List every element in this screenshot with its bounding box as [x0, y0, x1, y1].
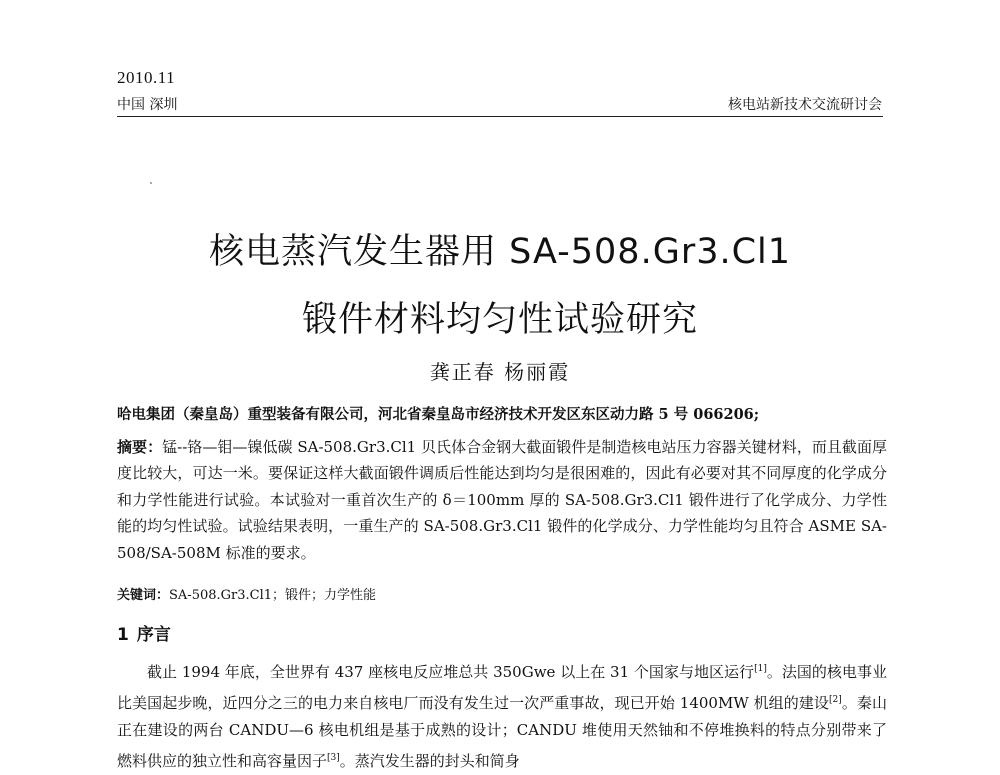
section-title: 序言 — [136, 625, 171, 645]
paragraph — [117, 656, 887, 775]
paragraph-text-3: 。秦山正在建设的两台 CANDU—6 核电机组是基于成熟的设计；CANDU 堆使用天然铀和不停堆换料的特点分别带来了燃料供应的独立性和高容量因子 — [117, 693, 887, 770]
abstract-text: 锰--铬—钼—镍低碳 SA-508.Gr3.Cl1 贝氏体合金钢大截面锻件是制造核电站压力容器关键材料，而且截面厚度比较大，可达一米。要保证这样大截面锻件调质后性能达到均匀是很困难的，因此有必要对其不同厚度的化学成分和力学性能进行试验。本试验对一重首次生产的 δ＝100mm 厚的 SA-508.Gr3.Cl1 锻件进行了化学成分、力学性能的均匀性试验。试验结果表明，一重生产的 SA-508.Gr3.Cl1 锻件的化学成分、力学性能均匀且符合 ASME SA-508/SA-508M 标准的要求。 — [117, 438, 887, 562]
paper-title-line-2: 锻件材料均匀性试验研究 — [301, 300, 698, 340]
section-number: 1 — [117, 625, 129, 645]
keywords-text: SA-508.Gr3.Cl1；锻件；力学性能 — [169, 588, 377, 603]
header-conference: 核电站新技术交流研讨会 — [728, 97, 882, 113]
header-date: 2010.11 — [117, 68, 176, 87]
header-rule — [117, 116, 883, 117]
paragraph-text-4: 。蒸汽发生器的封头和简身 — [339, 751, 520, 770]
header-place: 中国 深圳 — [117, 97, 178, 113]
section-heading — [117, 620, 171, 645]
body-text — [117, 656, 887, 775]
paper-title-line-1: 核电蒸汽发生器用 SA-508.Gr3.Cl1 — [208, 232, 792, 272]
scan-speck — [150, 182, 152, 184]
abstract-label: 摘要： — [117, 438, 163, 456]
reference-2[interactable]: [2] — [829, 694, 842, 705]
keywords-label: 关键词： — [117, 588, 170, 603]
paragraph-text-1: 截止 1994 年底，全世界有 437 座核电反应堆总共 350Gwe 以上在 31 个国家与地区运行 — [147, 663, 755, 681]
affiliation: 哈电集团（秦皇岛）重型装备有限公司，河北省秦皇岛市经济技术开发区东区动力路 5 号 066206; — [117, 406, 760, 423]
authors: 龚正春 杨丽霞 — [429, 360, 571, 384]
reference-3[interactable]: [3] — [327, 752, 340, 763]
keywords — [117, 584, 376, 603]
paragraph-text-2: 。法国的核电事业比美国起步晚，近四分之三的电力来自核电厂而没有发生过一次严重事故，现已开始 1400MW 机组的建设 — [117, 663, 887, 712]
abstract — [117, 434, 887, 566]
reference-1[interactable]: [1] — [754, 664, 767, 674]
